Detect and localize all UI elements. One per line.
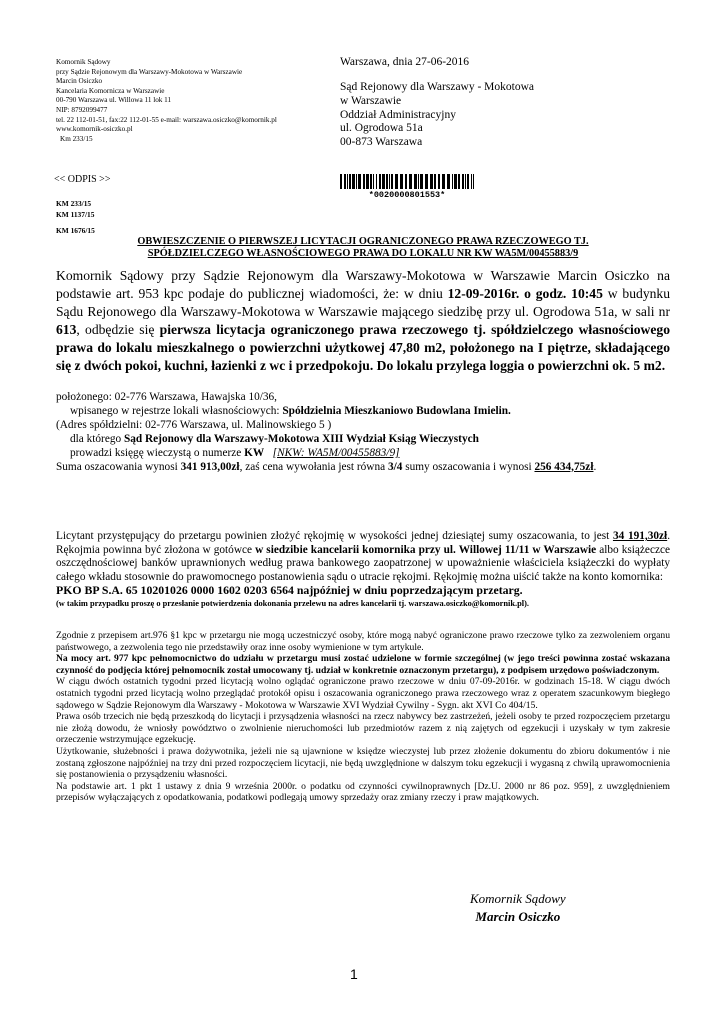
- barcode-bar: [366, 174, 369, 190]
- barcode-bar: [447, 174, 450, 190]
- auction-announcement: [56, 267, 670, 375]
- barcode-bar: [400, 174, 403, 190]
- header-line: Kancelaria Komornicza w Warszawie: [56, 86, 165, 95]
- barcode-bar: [395, 174, 398, 190]
- barcode-bar: [344, 174, 346, 190]
- barcode-bar: [454, 174, 457, 190]
- kw-label: KW: [244, 446, 265, 459]
- header-line: przy Sądzie Rejonowym dla Warszawy-Mokotowa w Warszawie: [56, 67, 243, 76]
- barcode-bar: [458, 174, 460, 190]
- barcode-bar: [382, 174, 385, 190]
- barcode-bar: [414, 174, 417, 190]
- room-number: 613: [56, 322, 77, 337]
- signature-title: Komornik Sądowy: [470, 891, 566, 906]
- title-line: SPÓŁDZIELCZEGO WŁASNOŚCIOWEGO PRAWA DO LOKALU NR KW WA5M/00455883/9: [147, 248, 579, 259]
- addressee-line: ul. Ogrodowa 51a: [340, 122, 423, 135]
- text: Komornik Sądowy przy Sądzie Rejonowym dla Warszawy-Mokotowa w Warszawie Marcin Osiczko na podstawie art. 953 kpc podaje do publicznej wiadomości, że: w dniu: [56, 268, 670, 301]
- barcode-bar: [405, 174, 407, 190]
- barcode-bar: [473, 174, 474, 190]
- addressee-line: Oddział Administracyjny: [340, 108, 456, 121]
- auction-datetime: 12-09-2016r. o godz. 10:45: [447, 286, 603, 301]
- text: . Rękojmia powinna być złożona w gotówce: [56, 530, 671, 556]
- barcode-bar: [389, 174, 390, 190]
- legal-paragraph: Prawa osób trzecich nie będą przeszkodą do licytacji i przysądzenia własności na rzecz nabywcy bez zastrzeżeń, jeżeli osoby te przed rozpoczęciem przetargu nie złożą dowodu, że wniosły powództwo o zwolnienie nieruchomości lub przedmiotów razem z nią zajętych od egzekucji i uzyskały w tym zakresie orzeczenie wstrzymujące egzekucję.: [56, 711, 670, 746]
- text: Suma oszacowania wynosi: [56, 460, 181, 473]
- legal-paragraph: Zgodnie z przepisem art.976 §1 kpc w przetargu nie mogą uczestniczyć osoby, które mogą nabyć ograniczone prawo rzeczowe tylko za zezwoleniem organu państwowego, a zezwolenia tego nie przedstawiły oraz inne osoby wymienione w tym artykule.: [56, 630, 670, 653]
- barcode-bar: [452, 174, 453, 190]
- barcode-text: *0020000801553*: [368, 190, 446, 198]
- barcode-bar: [438, 174, 440, 190]
- property-details: [56, 391, 670, 474]
- barcode-bar: [349, 174, 351, 190]
- barcode-bar: [425, 174, 428, 190]
- barcode-bar: [363, 174, 365, 190]
- starting-price: 256 434,75zł: [534, 460, 594, 473]
- barcode-bar: [340, 174, 342, 190]
- office-address: w siedzibie kancelarii komornika przy ul. Willowej 11/11 w Warszawie: [255, 543, 597, 556]
- date-line: Warszawa, dnia 27-06-2016: [340, 56, 470, 68]
- text: w budynku Sądu Rejonowego dla Warszawy-Mokotowa w Warszawie mającego siedzibę przy ul. Ogrodowa 51a, w sali nr: [56, 286, 671, 319]
- barcode-bar: [347, 174, 348, 190]
- barcode-bar: [418, 174, 419, 190]
- text: , odbędzie się: [76, 322, 160, 337]
- copy-marker: << ODPIS >>: [54, 174, 111, 185]
- text: prowadzi księgę wieczystą o numerze: [70, 446, 245, 459]
- text: Licytant przystępujący do przetargu powinien złożyć rękojmię w wysokości jednej dziesiątej sumy oszacowania, to jest: [56, 530, 613, 542]
- barcode-bar: [442, 174, 445, 190]
- barcode-bar: [409, 174, 412, 190]
- barcode-bar: [370, 174, 372, 190]
- barcode-bar: [352, 174, 355, 190]
- cooperative-address: (Adres spółdzielni: 02-776 Warszawa, ul. Malinowskiego 5 ): [56, 418, 332, 431]
- barcode-bar: [467, 174, 469, 190]
- location: położonego: 02-776 Warszawa, Hawajska 10/36,: [56, 391, 277, 403]
- document-title: [56, 236, 670, 260]
- signature-block: [470, 890, 566, 926]
- fraction: 3/4: [387, 460, 403, 473]
- bank-note: (w takim przypadku proszę o przesłanie potwierdzenia dokonania przelewu na adres kancelarii tj. warszawa.osiczko@komornik.pl).: [56, 598, 529, 608]
- legal-paragraph: W ciągu dwóch ostatnich tygodni przed licytacją wolno oglądać ograniczone prawo rzeczowe w dniu 07-09-2016r. w godzinach 15-18. W ciągu dwóch ostatnich tygodni przed licytacją wolno przeglądać protokół opisu i oszacowania ograniczonego prawa rzeczowego wraz z operatem szacunkowym biegłego sądowego w Sądzie Rejonowym dla Warszawy - Mokotowa w Warszawie XVI Wydział Cywilny - Sygn. akt XVI Co 404/15.: [56, 676, 670, 711]
- text: .: [593, 460, 597, 473]
- barcode-bar: [434, 174, 436, 190]
- legal-provisions: [56, 630, 670, 804]
- text: , zaś cena wywołania jest równa: [239, 460, 388, 473]
- header-line: NIP: 8792099477: [56, 105, 108, 114]
- land-register-line: [56, 447, 670, 461]
- bank-account: PKO BP S.A. 65 10201026 0000 1602 0203 6564 najpóźniej w dniu poprzedzającym przetarg.: [56, 583, 523, 598]
- deposit-paragraph: [56, 530, 670, 584]
- barcode-bar: [471, 174, 472, 190]
- barcode: [340, 174, 474, 198]
- case-number: KM 233/15: [56, 199, 92, 208]
- header-case-number: Km 233/15: [60, 134, 93, 143]
- header-line: Marcin Osiczko: [56, 77, 103, 86]
- barcode-bar: [358, 174, 361, 190]
- valuation-amount: 341 913,00zł: [180, 460, 240, 473]
- header-line: Komornik Sądowy: [56, 58, 111, 66]
- text: dla którego: [70, 432, 124, 445]
- court-name: Sąd Rejonowy dla Warszawy-Mokotowa XIII Wydział Ksiąg Wieczystych: [123, 432, 479, 445]
- case-number: KM 1137/15: [56, 210, 95, 219]
- addressee-line: w Warszawie: [340, 94, 402, 107]
- page-number: 1: [350, 966, 358, 982]
- court-line: [56, 433, 670, 447]
- barcode-bar: [376, 174, 377, 190]
- barcode-bar: [379, 174, 381, 190]
- addressee-line: 00-873 Warszawa: [340, 136, 423, 149]
- barcode-bar: [386, 174, 388, 190]
- cooperative-name: Spółdzielnia Mieszkaniowo Budowlana Imielin.: [282, 404, 511, 417]
- legal-paragraph: Na mocy art. 977 kpc pełnomocnictwo do udziału w przetargu musi zostać udzielone w formie szczególnej (w jego treści powinna zostać wskazana czynność do podjęcia której pełnomocnik został umocowany tj. udział w konkretnie oznaczonym przetargu), z podpisem urzędowo poświadczonym.: [56, 653, 670, 676]
- deposit-amount: 34 191,30zł: [612, 530, 668, 542]
- legal-paragraph: Na podstawie art. 1 pkt 1 ustawy z dnia 9 września 2000r. o podatku od czynności cywilnoprawnych [Dz.U. 2000 nr 86 poz. 959], z uwzględnieniem przepisów wyłączających z opodatkowania, podatkowi podlegają umowy sprzedaży oraz zmiany rzeczy i praw majątkowych.: [56, 780, 670, 804]
- barcode-bar: [373, 174, 374, 190]
- barcode-bar: [465, 174, 466, 190]
- addressee-block: [340, 81, 534, 150]
- registry-line: [56, 405, 670, 419]
- header-line: www.komornik-osiczko.pl: [56, 125, 133, 134]
- case-number: KM 1676/15: [56, 226, 95, 235]
- title-line: OBWIESZCZENIE O PIERWSZEJ LICYTACJI OGRANICZONEGO PRAWA RZECZOWEGO TJ.: [137, 236, 589, 247]
- deposit-section: [56, 530, 670, 610]
- header-line: 00-790 Warszawa ul. Willowa 11 lok 11: [56, 96, 172, 105]
- addressee-line: Sąd Rejonowy dla Warszawy - Mokotowa: [340, 81, 535, 93]
- legal-paragraph: Użytkowanie, służebności i prawa dożywotnika, jeżeli nie są ujawnione w księdze wieczystej lub przez złożenie dokumentu do zbioru dokumentów i nie zostaną zgłoszone najpóźniej na trzy dni przed rozpoczęciem licytacji, nie będą uwzględnione w dalszym toku egzekucji i wygasną z chwilą uprawomocnienia się postanowienia o przysądzeniu własności.: [56, 745, 670, 781]
- valuation-line: [56, 461, 670, 475]
- barcode-bar: [356, 174, 357, 190]
- barcode-bar: [430, 174, 433, 190]
- text: albo książeczce oszczędnościowej banków uprawnionych według prawa bankowego zaopatrzonej w upoważnienie właściciela książeczki do wypłaty całego wkładu stosownie do prawomocnego postanowienia sądu o utracie rękojmi. Rękojmię można uiścić także na konto komornika:: [56, 543, 670, 583]
- barcode-bar: [391, 174, 393, 190]
- bailiff-header: [56, 58, 346, 144]
- header-line: tel. 22 112-01-51, fax:22 112-01-55 e-mail: warszawa.osiczko@komornik.pl: [56, 115, 277, 124]
- barcode-bar: [462, 174, 464, 190]
- barcode-bar: [420, 174, 423, 190]
- text: wpisanego w rejestrze lokali własnościowych:: [70, 404, 283, 417]
- property-description: pierwsza licytacja ograniczonego prawa rzeczowego tj. spółdzielczego własnościowego prawa do lokalu mieszkalnego o powierzchni użytkowej 47,80 m2, położonego na I piętrze, składającego się z dwóch pokoi, kuchni, łazienki z wc i przedpokoju. Do lokalu przylega loggia o powierzchni ok. 5 m2.: [56, 322, 670, 373]
- text: sumy oszacowania i wynosi: [402, 460, 535, 473]
- signature-name: Marcin Osiczko: [475, 909, 561, 924]
- kw-number: [NKW: WA5M/00455883/9]: [272, 446, 400, 459]
